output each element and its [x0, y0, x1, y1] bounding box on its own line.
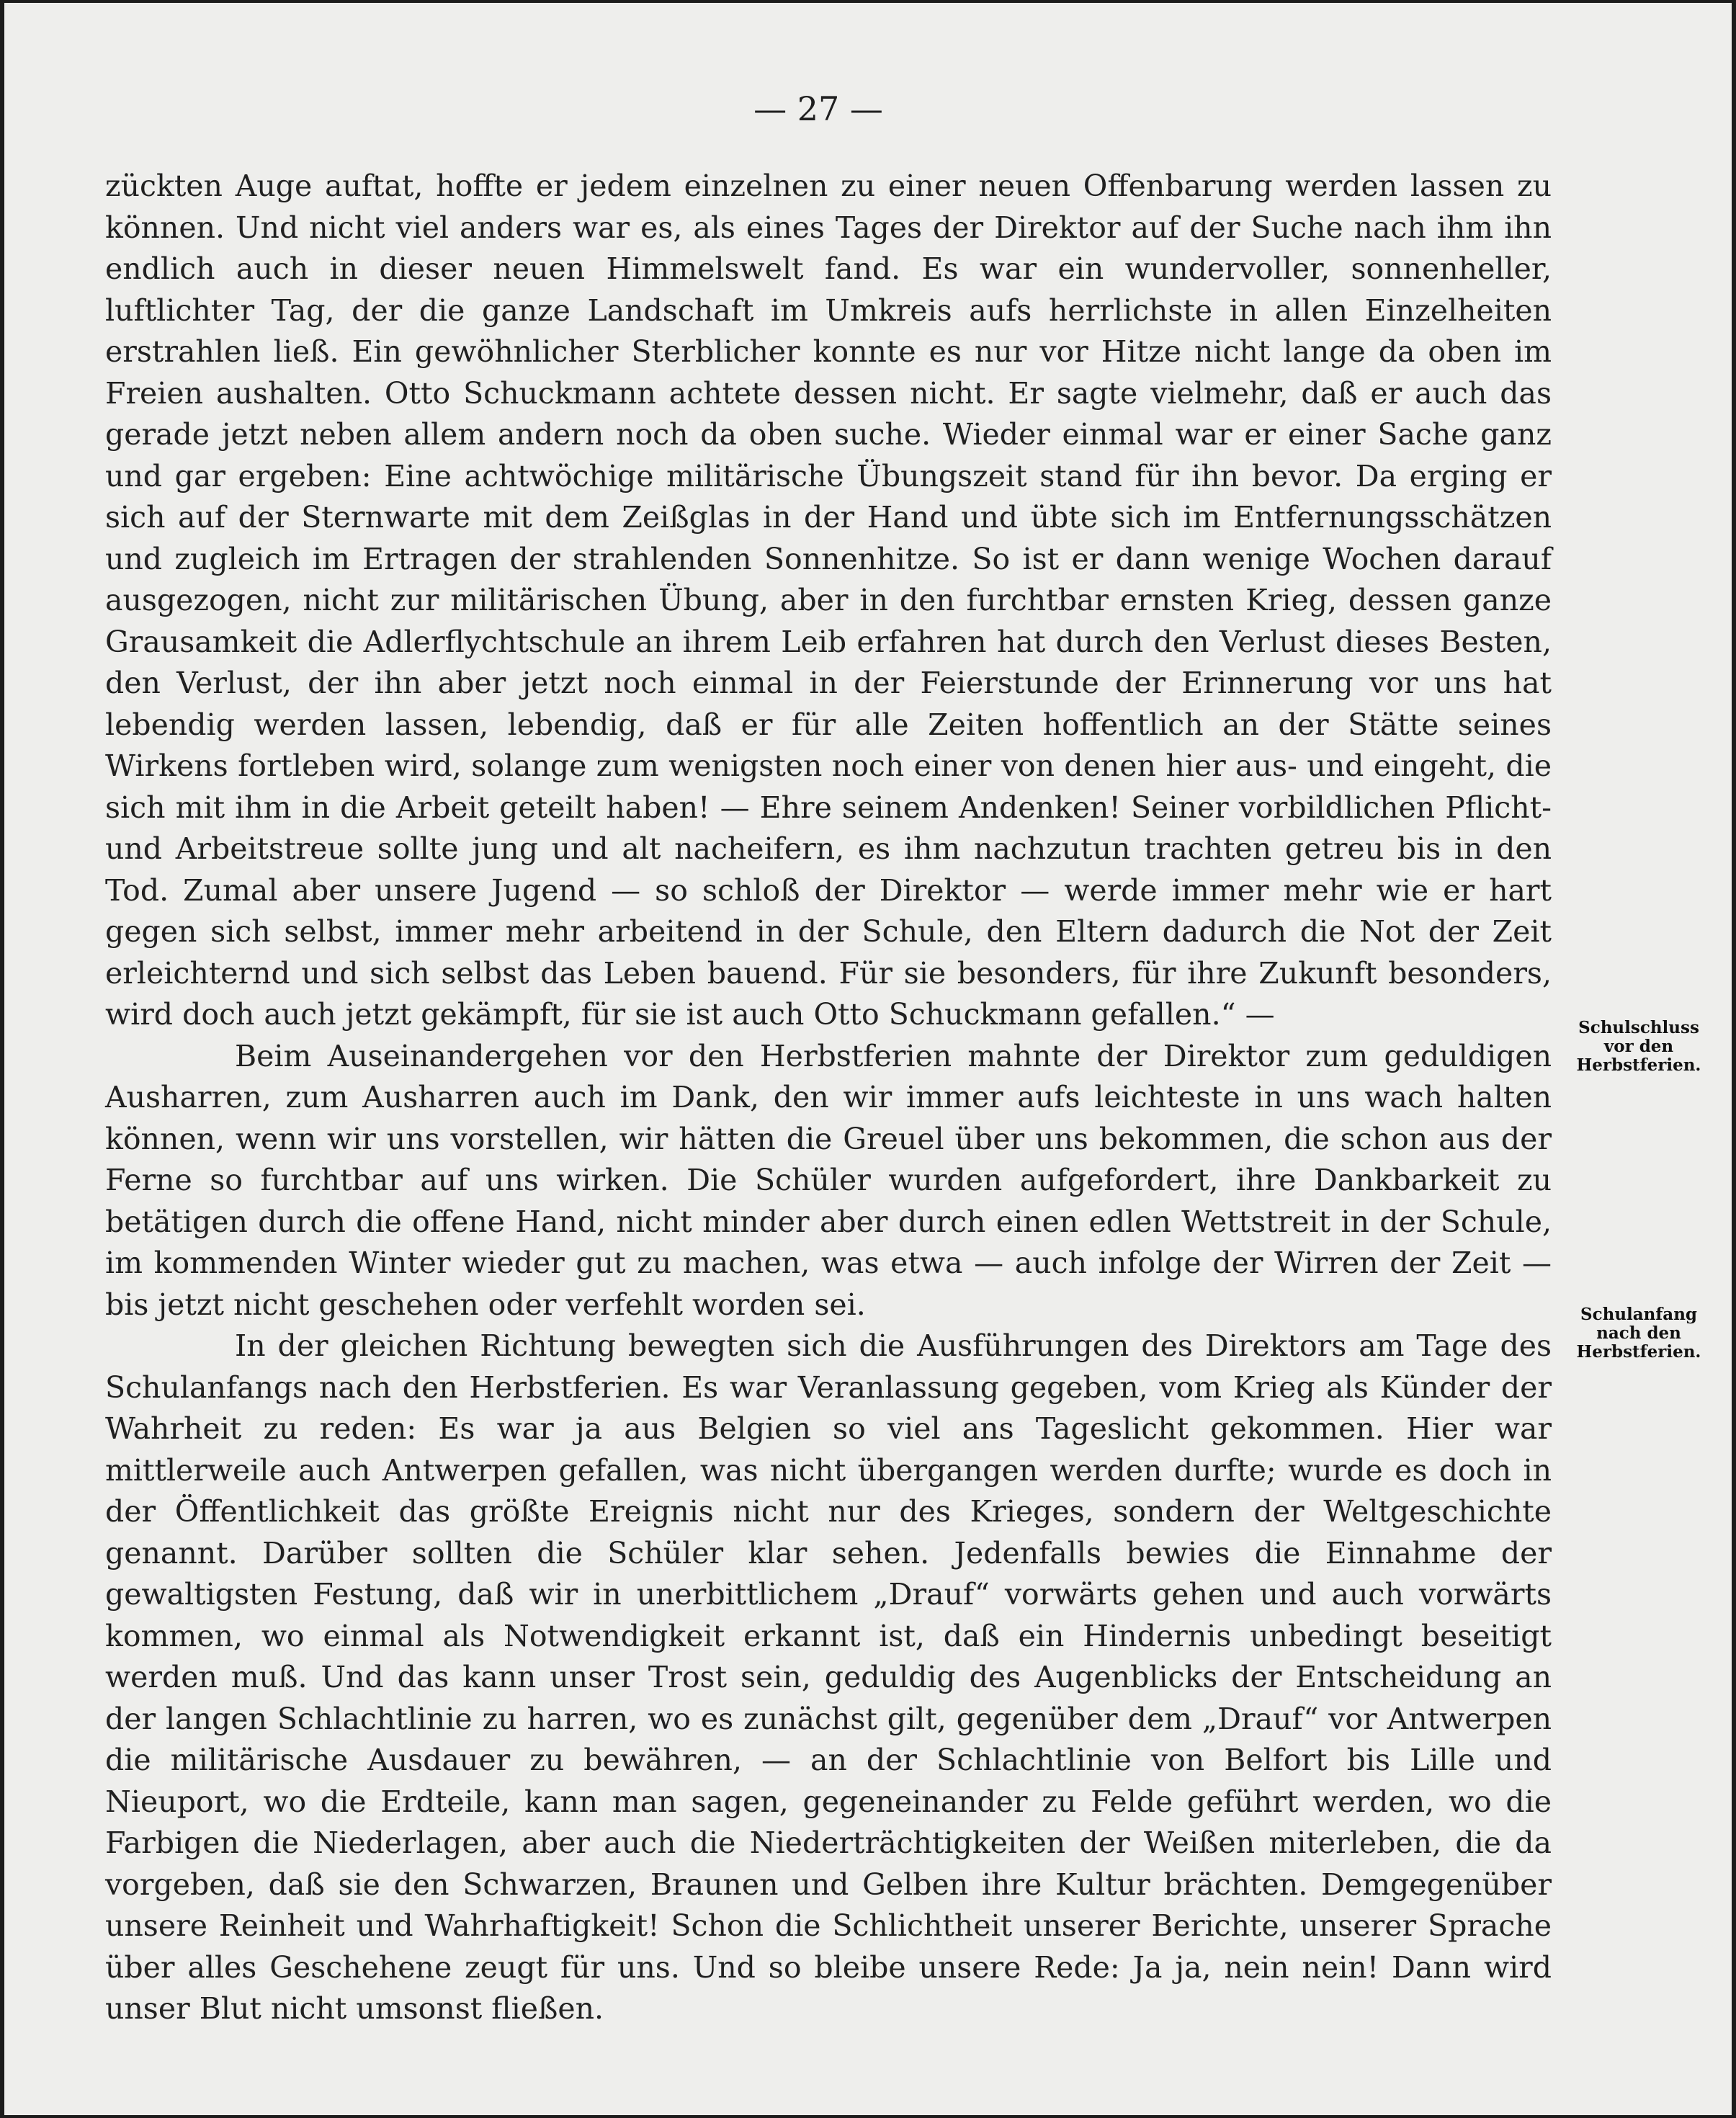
paragraph-herbstferien: Beim Auseinandergehen vor den Herbstferien mahnte der Direktor zum geduldigen Ausharren, zum Ausharren auch im Dank, den wir immer aufs leichteste in uns wach halten können, wenn wir uns vorstellen, wir hätten die Greuel über uns bekommen, die schon aus der Ferne so furchtbar auf uns wirken. Die Schüler wurden aufgefordert, ihre Dankbarkeit zu betätigen durch die offene Hand, nicht minder aber durch einen edlen Wettstreit in der Schule, im kommenden Winter wieder gut zu machen, was etwa — auch infolge der Wirren der Zeit — bis jetzt nicht geschehen oder verfehlt worden sei.	[105, 1038, 1552, 1322]
margin-note-line: nach den	[1596, 1323, 1681, 1343]
margin-note-schulanfang	[1560, 1305, 1717, 1362]
paragraph-schulanfang: In der gleichen Richtung bewegten sich die Ausführungen des Direktors am Tage des Schulanfangs nach den Herbstferien. Es war Veranlassung gegeben, vom Krieg als Künder der Wahrheit zu reden: Es war ja aus Belgien so viel ans Tageslicht gekommen. Hier war mittlerweile auch Antwerpen gefallen, was nicht übergangen werden durfte; wurde es doch in der Öffentlichkeit das größte Ereignis nicht nur des Krieges, sondern der Weltgeschichte genannt. Darüber sollten die Schüler klar sehen. Jedenfalls bewies die Einnahme der gewaltigsten Festung, daß wir in unerbittlichem „Drauf“ vorwärts gehen und auch vorwärts kommen, wo einmal als Notwendigkeit erkannt ist, daß ein Hindernis unbedingt beseitigt werden muß. Und das kann unser Trost sein, geduldig des Augenblicks der Entscheidung an der langen Schlachtlinie zu harren, wo es zunächst gilt, gegenüber dem „Drauf“ vor Antwerpen die militärische Ausdauer zu bewähren, — an der Schlachtlinie von Belfort bis Lille und Nieuport, wo die Erdteile, kann man sagen, gegeneinander zu Felde geführt werden, wo die Farbigen die Niederlagen, aber auch die Niederträchtigkeiten der Weißen miterleben, die da vorgeben, daß sie den Schwarzen, Braunen und Gelben ihre Kultur brächten. Demgegenüber unsere Reinheit und Wahrhaftigkeit! Schon die Schlichtheit unserer Berichte, unserer Sprache über alles Geschehene zeugt für uns. Und so bleibe unsere Rede: Ja ja, nein nein! Dann wird unser Blut nicht umsonst fließen.	[105, 1328, 1552, 2026]
page-number: — 27 —	[753, 89, 883, 128]
paragraph-otto-schuckmann: zückten Auge auftat, hoffte er jedem einzelnen zu einer neuen Offenbarung werden lassen zu können. Und nicht viel anders war es, als eines Tages der Direktor auf der Suche nach ihm ihn endlich auch in dieser neuen Himmelswelt fand. Es war ein wundervoller, sonnenheller, luftlichter Tag, der die ganze Landschaft im Umkreis aufs herrlichste in allen Einzelheiten erstrahlen ließ. Ein gewöhnlicher Sterblicher konnte es nur vor Hitze nicht lange da oben im Freien aushalten. Otto Schuckmann achtete dessen nicht. Er sagte vielmehr, daß er auch das gerade jetzt neben allem andern noch da oben suche. Wieder einmal war er einer Sache ganz und gar ergeben: Eine achtwöchige militärische Übungszeit stand für ihn bevor. Da erging er sich auf der Sternwarte mit dem Zeißglas in der Hand und übte sich im Entfernungsschätzen und zugleich im Ertragen der strahlenden Sonnenhitze. So ist er dann wenige Wochen darauf ausgezogen, nicht zur militärischen Übung, aber in den furchtbar ernsten Krieg, dessen ganze Grausamkeit die Adlerflychtschule an ihrem Leib erfahren hat durch den Verlust dieses Besten, den Verlust, der ihn aber jetzt noch einmal in der Feierstunde der Erinnerung vor uns hat lebendig werden lassen, lebendig, daß er für alle Zeiten hoffentlich an der Stätte seines Wirkens fortleben wird, solange zum wenigsten noch einer von denen hier aus- und eingeht, die sich mit ihm in die Arbeit geteilt haben! — Ehre seinem Andenken! Seiner vorbildlichen Pflicht- und Arbeitstreue sollte jung und alt nacheifern, es ihm nachzutun trachten getreu bis in den Tod. Zumal aber unsere Jugend — so schloß der Direktor — werde immer mehr wie er hart gegen sich selbst, immer mehr arbeitend in der Schule, den Eltern dadurch die Not der Zeit erleichternd und sich selbst das Leben bauend. Für sie besonders, für ihre Zukunft besonders, wird doch auch jetzt gekämpft, für sie ist auch Otto Schuckmann gefallen.“ —	[105, 169, 1552, 1032]
margin-note-schulschluss	[1560, 1019, 1717, 1075]
margin-note-line: Herbstferien.	[1576, 1055, 1701, 1075]
margin-note-line: Schulschluss	[1578, 1018, 1699, 1037]
margin-note-line: vor den	[1603, 1037, 1674, 1056]
margin-note-line: Herbstferien.	[1576, 1342, 1701, 1362]
body-text	[105, 166, 1552, 2030]
margin-note-line: Schulanfang	[1580, 1305, 1698, 1324]
document-page	[4, 3, 1732, 2115]
